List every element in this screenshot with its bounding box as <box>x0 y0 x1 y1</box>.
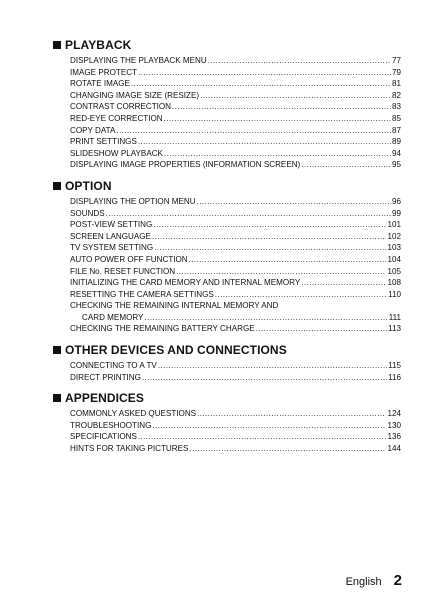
toc-entry <box>70 125 401 137</box>
toc-entry-page: 85 <box>391 113 401 123</box>
section-title: PLAYBACK <box>65 38 132 52</box>
dot-leader <box>197 196 391 208</box>
toc-entry-label: CHECKING THE REMAINING BATTERY CHARGE <box>70 324 255 334</box>
dot-leader <box>138 67 391 79</box>
section-title: OPTION <box>65 178 112 193</box>
toc-entry-page: 103 <box>387 243 401 253</box>
dot-leader <box>189 443 386 455</box>
dot-leader <box>116 125 391 137</box>
toc-entry <box>70 431 401 443</box>
toc-entry-list <box>70 360 401 383</box>
toc-entry-label: DISPLAYING THE OPTION MENU <box>70 196 196 206</box>
toc-entry <box>70 443 401 455</box>
dot-leader <box>144 312 387 324</box>
toc-entry-page: 94 <box>391 148 401 158</box>
toc-entry-page: 104 <box>387 254 401 264</box>
section-title: APPENDICES <box>65 391 145 406</box>
toc-entry-page: 144 <box>387 444 401 454</box>
page-footer <box>346 572 402 589</box>
toc-entry-label: DISPLAYING IMAGE PROPERTIES (INFORMATION SCREEN) <box>70 160 301 170</box>
toc-entry-label: CHECKING THE REMAINING INTERNAL MEMORY AND <box>70 301 279 311</box>
toc-entry-label: PRINT SETTINGS <box>70 137 137 147</box>
toc-entry <box>70 101 401 113</box>
toc-entry-label: DIRECT PRINTING <box>70 372 141 382</box>
toc-entry-page: 77 <box>391 56 401 65</box>
table-of-contents <box>53 38 401 463</box>
toc-entry-page: 102 <box>387 231 401 241</box>
toc-entry <box>70 55 401 67</box>
toc-entry-label: DISPLAYING THE PLAYBACK MENU <box>70 56 207 65</box>
toc-entry-label: SLIDESHOW PLAYBACK <box>70 148 163 158</box>
section-heading <box>53 391 401 405</box>
dot-leader <box>301 277 386 289</box>
toc-entry-page: 96 <box>391 196 401 206</box>
toc-entry-label: RED-EYE CORRECTION <box>70 113 163 123</box>
section-heading <box>53 179 401 193</box>
toc-entry <box>70 231 401 243</box>
toc-section <box>53 343 401 383</box>
toc-entry-page: 115 <box>388 361 401 371</box>
toc-entry <box>70 360 401 372</box>
dot-leader <box>215 289 387 301</box>
toc-entry-label: AUTO POWER OFF FUNCTION <box>70 254 188 264</box>
toc-entry <box>70 266 401 278</box>
toc-entry-page: 110 <box>388 289 401 299</box>
toc-entry-label: SPECIFICATIONS <box>70 432 137 442</box>
toc-section <box>53 38 401 171</box>
toc-entry-label: CONNECTING TO A TV <box>70 361 157 371</box>
toc-entry <box>70 78 401 90</box>
toc-entry <box>70 208 401 220</box>
toc-entry <box>70 420 401 432</box>
toc-entry-page: 87 <box>391 125 401 135</box>
dot-leader <box>142 372 387 384</box>
toc-entry-page: 124 <box>387 409 401 419</box>
toc-entry-label: COMMONLY ASKED QUESTIONS <box>70 409 197 419</box>
toc-entry-label: TROUBLESHOOTING <box>70 420 152 430</box>
dot-leader <box>152 231 387 243</box>
toc-section <box>53 391 401 454</box>
toc-entry <box>70 242 401 254</box>
square-bullet-icon <box>53 394 61 402</box>
toc-entry-label: SCREEN LANGUAGE <box>70 231 151 241</box>
toc-entry <box>70 219 401 231</box>
toc-entry-label: RESETTING THE CAMERA SETTINGS <box>70 289 214 299</box>
toc-entry <box>70 312 401 324</box>
square-bullet-icon <box>53 182 61 190</box>
toc-entry <box>70 300 401 312</box>
toc-entry-label: CONTRAST CORRECTION <box>70 102 172 112</box>
dot-leader <box>106 208 391 220</box>
section-heading <box>53 343 401 357</box>
toc-entry <box>70 159 401 171</box>
toc-entry-label: ROTATE IMAGE <box>70 79 130 89</box>
toc-entry-label: COPY DATA <box>70 125 116 135</box>
toc-entry-page: 113 <box>388 324 401 334</box>
dot-leader <box>153 219 386 231</box>
toc-entry <box>70 372 401 384</box>
toc-entry <box>70 136 401 148</box>
dot-leader <box>176 266 386 278</box>
toc-entry-label: HINTS FOR TAKING PICTURES <box>70 444 189 454</box>
toc-entry-label: IMAGE PROTECT <box>70 67 138 77</box>
dot-leader <box>138 136 391 148</box>
toc-entry-list <box>70 196 401 335</box>
dot-leader <box>154 242 386 254</box>
dot-leader <box>200 90 391 102</box>
toc-entry-page: 130 <box>387 420 401 430</box>
toc-entry-label: TV SYSTEM SETTING <box>70 243 154 253</box>
toc-entry-label: CARD MEMORY <box>82 312 144 322</box>
toc-entry-page: 116 <box>388 372 401 382</box>
toc-entry-label: POST-VIEW SETTING <box>70 220 153 230</box>
toc-entry <box>70 254 401 266</box>
toc-entry <box>70 67 401 79</box>
toc-entry-label: SOUNDS <box>70 208 105 218</box>
toc-entry-list <box>70 55 401 171</box>
section-heading <box>53 38 401 52</box>
toc-entry-page: 83 <box>391 102 401 112</box>
dot-leader <box>164 148 391 160</box>
footer-language: English <box>345 576 382 588</box>
toc-entry-label: CHANGING IMAGE SIZE (RESIZE) <box>70 90 200 100</box>
toc-entry-list <box>70 408 401 454</box>
toc-entry-page: 105 <box>387 266 401 276</box>
toc-entry-page: 79 <box>391 67 401 77</box>
toc-entry <box>70 277 401 289</box>
toc-entry-label: FILE No. RESET FUNCTION <box>70 266 176 276</box>
toc-entry <box>70 289 401 301</box>
square-bullet-icon <box>53 346 61 354</box>
toc-entry-page: 136 <box>387 432 401 442</box>
toc-entry <box>70 148 401 160</box>
toc-entry <box>70 323 401 335</box>
dot-leader <box>152 420 386 432</box>
toc-entry <box>70 408 401 420</box>
dot-leader <box>172 101 391 113</box>
square-bullet-icon <box>53 41 61 49</box>
toc-entry-page: 81 <box>391 79 401 89</box>
toc-entry-page: 95 <box>391 160 401 170</box>
toc-section <box>53 179 401 335</box>
dot-leader <box>131 78 391 90</box>
toc-entry-page: 101 <box>387 220 401 230</box>
dot-leader <box>208 55 391 67</box>
toc-entry-page: 99 <box>391 208 401 218</box>
toc-entry-label: INITIALIZING THE CARD MEMORY AND INTERNAL MEMORY <box>70 278 301 288</box>
toc-entry <box>70 113 401 125</box>
toc-entry-page: 111 <box>388 312 401 322</box>
toc-entry <box>70 90 401 102</box>
page-number: 2 <box>393 572 402 589</box>
dot-leader <box>256 323 387 335</box>
toc-entry-page: 108 <box>387 278 401 288</box>
toc-entry-page: 89 <box>391 137 401 147</box>
dot-leader <box>197 408 386 420</box>
dot-leader <box>189 254 387 266</box>
section-title: OTHER DEVICES AND CONNECTIONS <box>65 343 287 358</box>
toc-entry <box>70 196 401 208</box>
dot-leader <box>158 360 387 372</box>
dot-leader <box>301 159 391 171</box>
dot-leader <box>164 113 391 125</box>
dot-leader <box>138 431 387 443</box>
toc-entry-page: 82 <box>391 90 401 100</box>
